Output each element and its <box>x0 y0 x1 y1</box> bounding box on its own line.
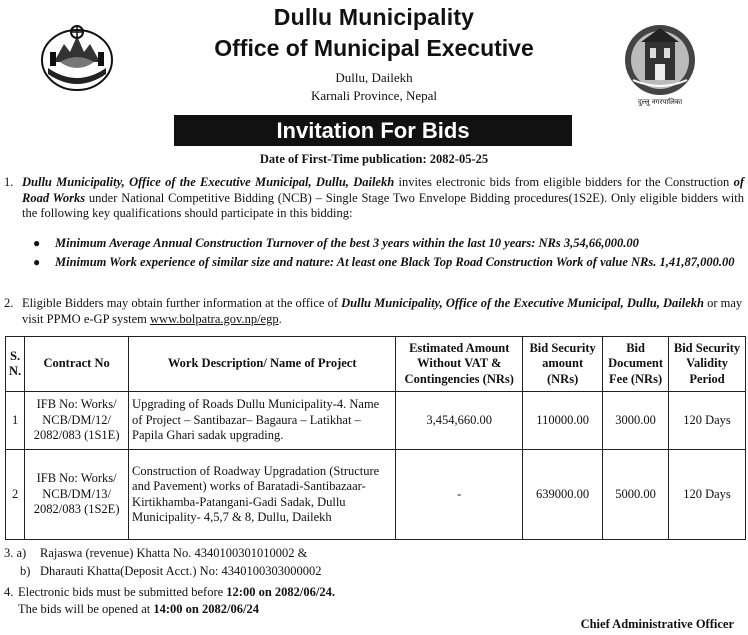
works-type: of Road Works <box>22 175 744 205</box>
header-estimated-amount: Estimated Amount Without VAT & Contingencies (NRs) <box>396 337 523 392</box>
signatory-title: Chief Administrative Officer <box>580 617 734 631</box>
cell-sn: 2 <box>6 450 25 540</box>
clause-2-number: 2. <box>4 296 14 310</box>
office-reference: Dullu Municipality, Office of the Executive Municipal, Dullu, Dailekh <box>341 296 704 310</box>
bullet-icon: ● <box>33 255 41 269</box>
opening-time: The bids will be opened at 14:00 on 2082/06/24 <box>18 602 259 616</box>
cell-estimated-amount: 3,454,660.00 <box>396 392 523 450</box>
address-line-2: Karnali Province, Nepal <box>311 88 437 103</box>
clause-2-text: Eligible Bidders may obtain further information at the office of Dullu Municipality, Office of the Executive Municipal, Dullu, Dailekh or may visit PPMO e-GP system www.bolpatra.gov.np/egp. <box>22 296 743 326</box>
table-row <box>6 392 746 450</box>
submission-deadline: Electronic bids must be submitted before 12:00 on 2082/06/24. <box>18 585 335 599</box>
clause-3b-label: b) <box>20 564 31 578</box>
clause-1-text: Dullu Municipality, Office of the Executive Municipal, Dullu, Dailekh invites electronic bids from eligible bidders for the Construction of Road Works under National Competitive Bidding (NCB) – Single Stage Two Envelope Bidding procedures(1S2E). Only eligible bidders with the following key qualifications should participate in this bidding: <box>22 175 745 220</box>
cell-document-fee: 3000.00 <box>603 392 669 450</box>
office-name: Office of Municipal Executive <box>214 35 534 61</box>
cell-validity: 120 Days <box>669 450 746 540</box>
deposit-account: Dharauti Khatta(Deposit Acct.) No: 4340100303000002 <box>40 564 322 578</box>
cell-bid-security: 639000.00 <box>523 450 603 540</box>
cell-validity: 120 Days <box>669 392 746 450</box>
header-sn: S. N. <box>6 337 25 392</box>
table-row <box>6 450 746 540</box>
cell-sn: 1 <box>6 392 25 450</box>
cell-work-description: Construction of Roadway Upgradation (Structure and Pavement) works of Baratadi-Santibazaar-Kirtikhamba-Patangani-Gadi Sadak, Dullu Municipality- 4,5,7 & 8, Dullu, Dailekh <box>129 450 396 540</box>
cell-contract-no: IFB No: Works/ NCB/DM/13/ 2082/083 (1S2E) <box>25 450 129 540</box>
address-line-1: Dullu, Dailekh <box>335 70 413 85</box>
egp-link[interactable]: www.bolpatra.gov.np/egp <box>150 311 279 326</box>
clause-3-number: 3. a) <box>4 546 27 560</box>
cell-work-description: Upgrading of Roads Dullu Municipality-4. Name of Project – Santibazar– Bagaura – Latikhat – Papila Ghari sadak upgrading. <box>129 392 396 450</box>
qualification-turnover: Minimum Average Annual Construction Turnover of the best 3 years within the last 10 years: NRs 3,54,66,000.00 <box>55 236 639 250</box>
clause-4-number: 4. <box>4 585 14 599</box>
cell-contract-no: IFB No: Works/ NCB/DM/12/ 2082/083 (1S1E) <box>25 392 129 450</box>
bids-table <box>5 336 746 540</box>
header-bid-security: Bid Security amount (NRs) <box>523 337 603 392</box>
header-contract-no: Contract No <box>25 337 129 392</box>
cell-bid-security: 110000.00 <box>523 392 603 450</box>
publication-date: Date of First-Time publication: 2082-05-25 <box>259 152 489 166</box>
svg-text:दुल्लु नगरपालिका: दुल्लु नगरपालिका <box>637 98 683 106</box>
cell-estimated-amount: - <box>396 450 523 540</box>
header-work-description: Work Description/ Name of Project <box>129 337 396 392</box>
invitation-banner: Invitation For Bids <box>174 115 572 146</box>
clause-1-number: 1. <box>4 175 14 189</box>
bidder-organization: Dullu Municipality, Office of the Executive Municipal, Dullu, Dailekh <box>22 175 395 189</box>
qualification-experience: Minimum Work experience of similar size and nature: At least one Black Top Road Construction Work of value NRs. 1,41,87,000.00 <box>55 255 735 269</box>
cell-document-fee: 5000.00 <box>603 450 669 540</box>
revenue-account: Rajaswa (revenue) Khatta No. 4340100301010002 & <box>40 546 308 560</box>
bullet-icon: ● <box>33 236 41 250</box>
org-name: Dullu Municipality <box>273 4 475 30</box>
table-header-row <box>6 337 746 392</box>
header-validity: Bid Security Validity Period <box>669 337 746 392</box>
header-document-fee: Bid Document Fee (NRs) <box>603 337 669 392</box>
